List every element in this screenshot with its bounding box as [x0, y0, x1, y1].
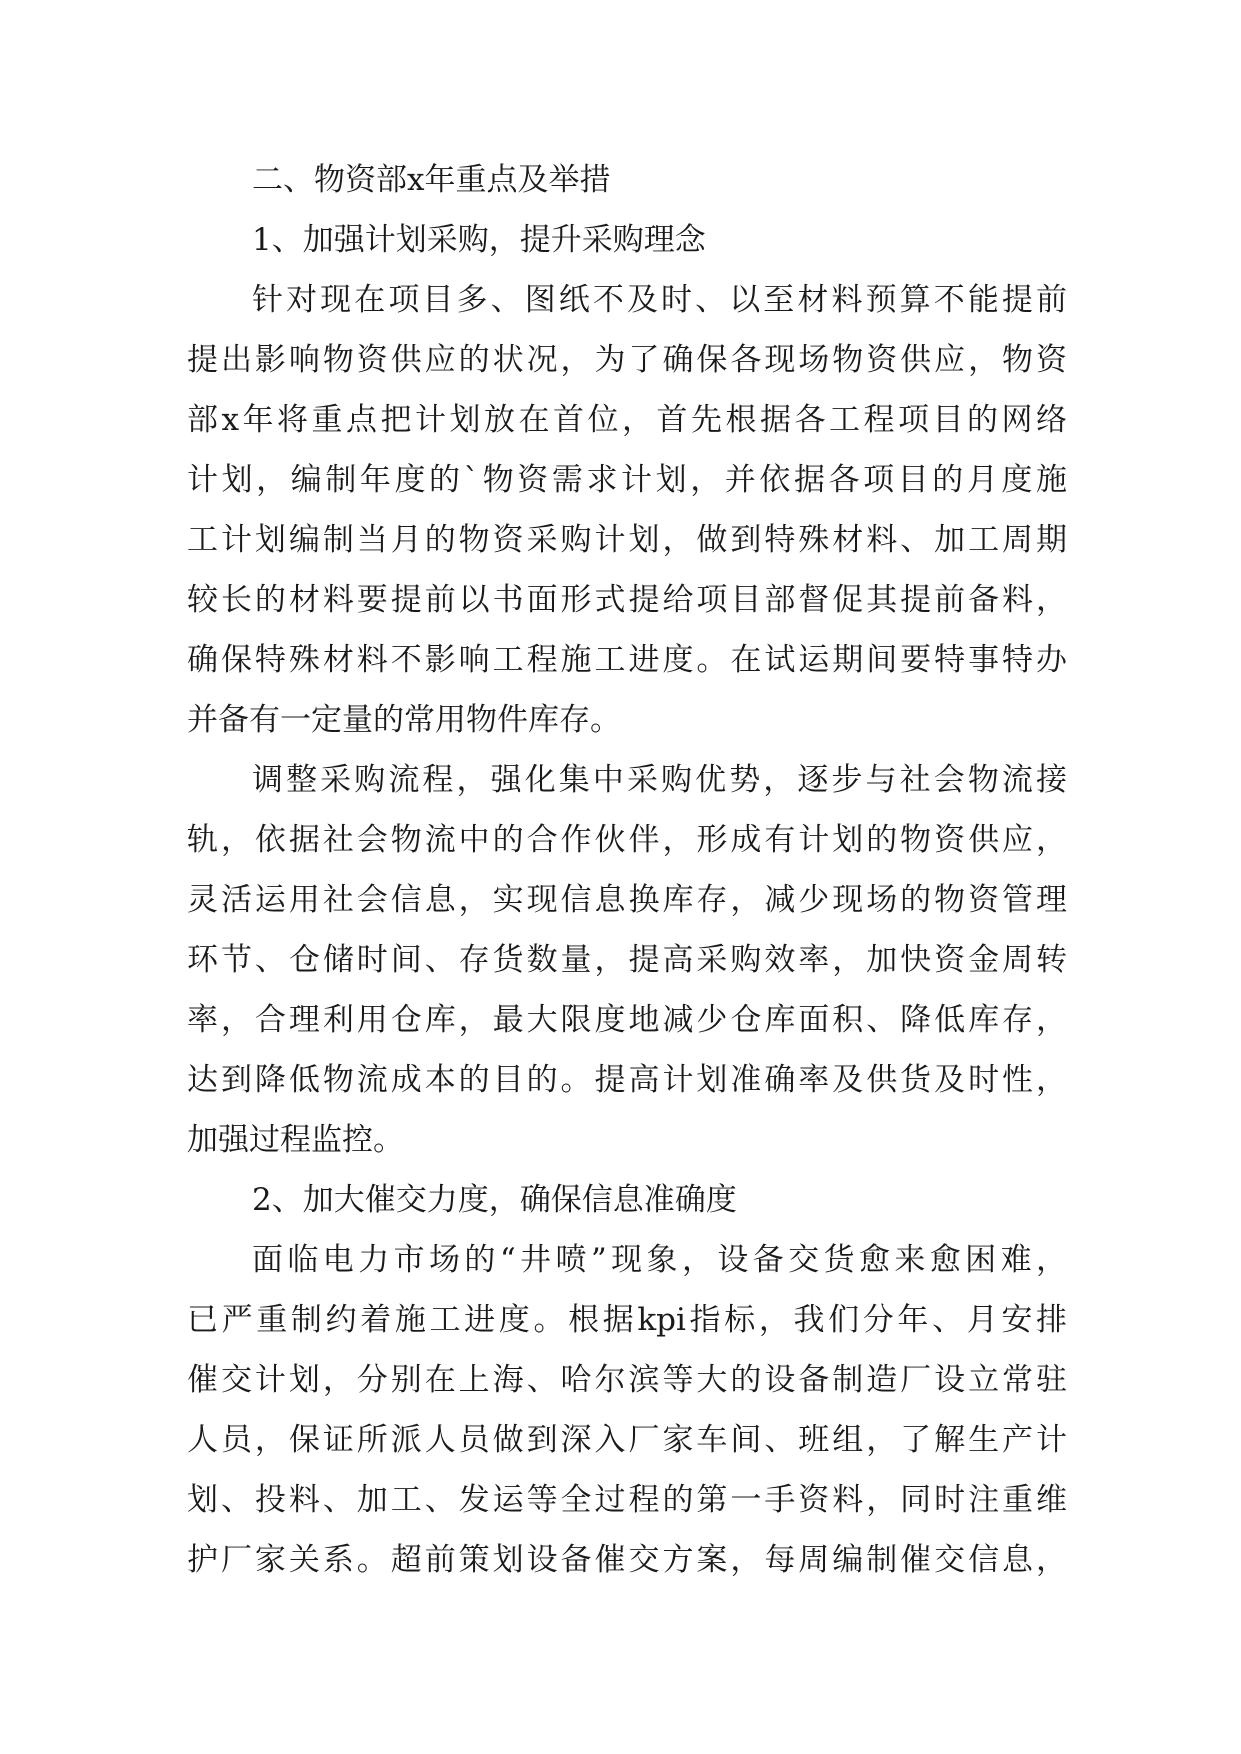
paragraph-line: 确保特殊材料不影响工程施工进度。在试运期间要特事特办	[187, 642, 1067, 678]
paragraph-line: 面临电力市场的“井喷”现象，设备交货愈来愈困难，	[252, 1242, 1067, 1278]
subsection-heading: 1、加强计划采购，提升采购理念	[252, 222, 706, 258]
paragraph-line: 调整采购流程，强化集中采购优势，逐步与社会物流接	[252, 762, 1067, 798]
paragraph-line: 加强过程监控。	[187, 1122, 404, 1158]
paragraph-line: 已严重制约着施工进度。根据kpi指标，我们分年、月安排	[187, 1302, 1067, 1338]
paragraph-line: 划、投料、加工、发运等全过程的第一手资料，同时注重维	[187, 1482, 1067, 1518]
paragraph-line: 人员，保证所派人员做到深入厂家车间、班组，了解生产计	[187, 1422, 1067, 1458]
paragraph-line: 工计划编制当月的物资采购计划，做到特殊材料、加工周期	[187, 522, 1067, 558]
subsection-heading: 2、加大催交力度，确保信息准确度	[252, 1182, 737, 1218]
section-heading: 二、物资部x年重点及举措	[252, 162, 611, 198]
paragraph-line: 部x年将重点把计划放在首位，首先根据各工程项目的网络	[187, 402, 1067, 438]
paragraph-line: 率，合理利用仓库，最大限度地减少仓库面积、降低库存，	[187, 1002, 1067, 1038]
paragraph-line: 灵活运用社会信息，实现信息换库存，减少现场的物资管理	[187, 882, 1067, 918]
paragraph-line: 并备有一定量的常用物件库存。	[187, 702, 621, 738]
paragraph-line: 计划，编制年度的`物资需求计划，并依据各项目的月度施	[187, 462, 1067, 498]
paragraph-line: 较长的材料要提前以书面形式提给项目部督促其提前备料，	[187, 582, 1067, 618]
paragraph-line: 催交计划，分别在上海、哈尔滨等大的设备制造厂设立常驻	[187, 1362, 1067, 1398]
paragraph-line: 达到降低物流成本的目的。提高计划准确率及供货及时性，	[187, 1062, 1067, 1098]
paragraph-line: 环节、仓储时间、存货数量，提高采购效率，加快资金周转	[187, 942, 1067, 978]
paragraph-line: 护厂家关系。超前策划设备催交方案，每周编制催交信息，	[187, 1542, 1067, 1578]
paragraph-line: 轨，依据社会物流中的合作伙伴，形成有计划的物资供应，	[187, 822, 1067, 858]
paragraph-line: 提出影响物资供应的状况，为了确保各现场物资供应，物资	[187, 342, 1067, 378]
paragraph-line: 针对现在项目多、图纸不及时、以至材料预算不能提前	[252, 282, 1067, 318]
